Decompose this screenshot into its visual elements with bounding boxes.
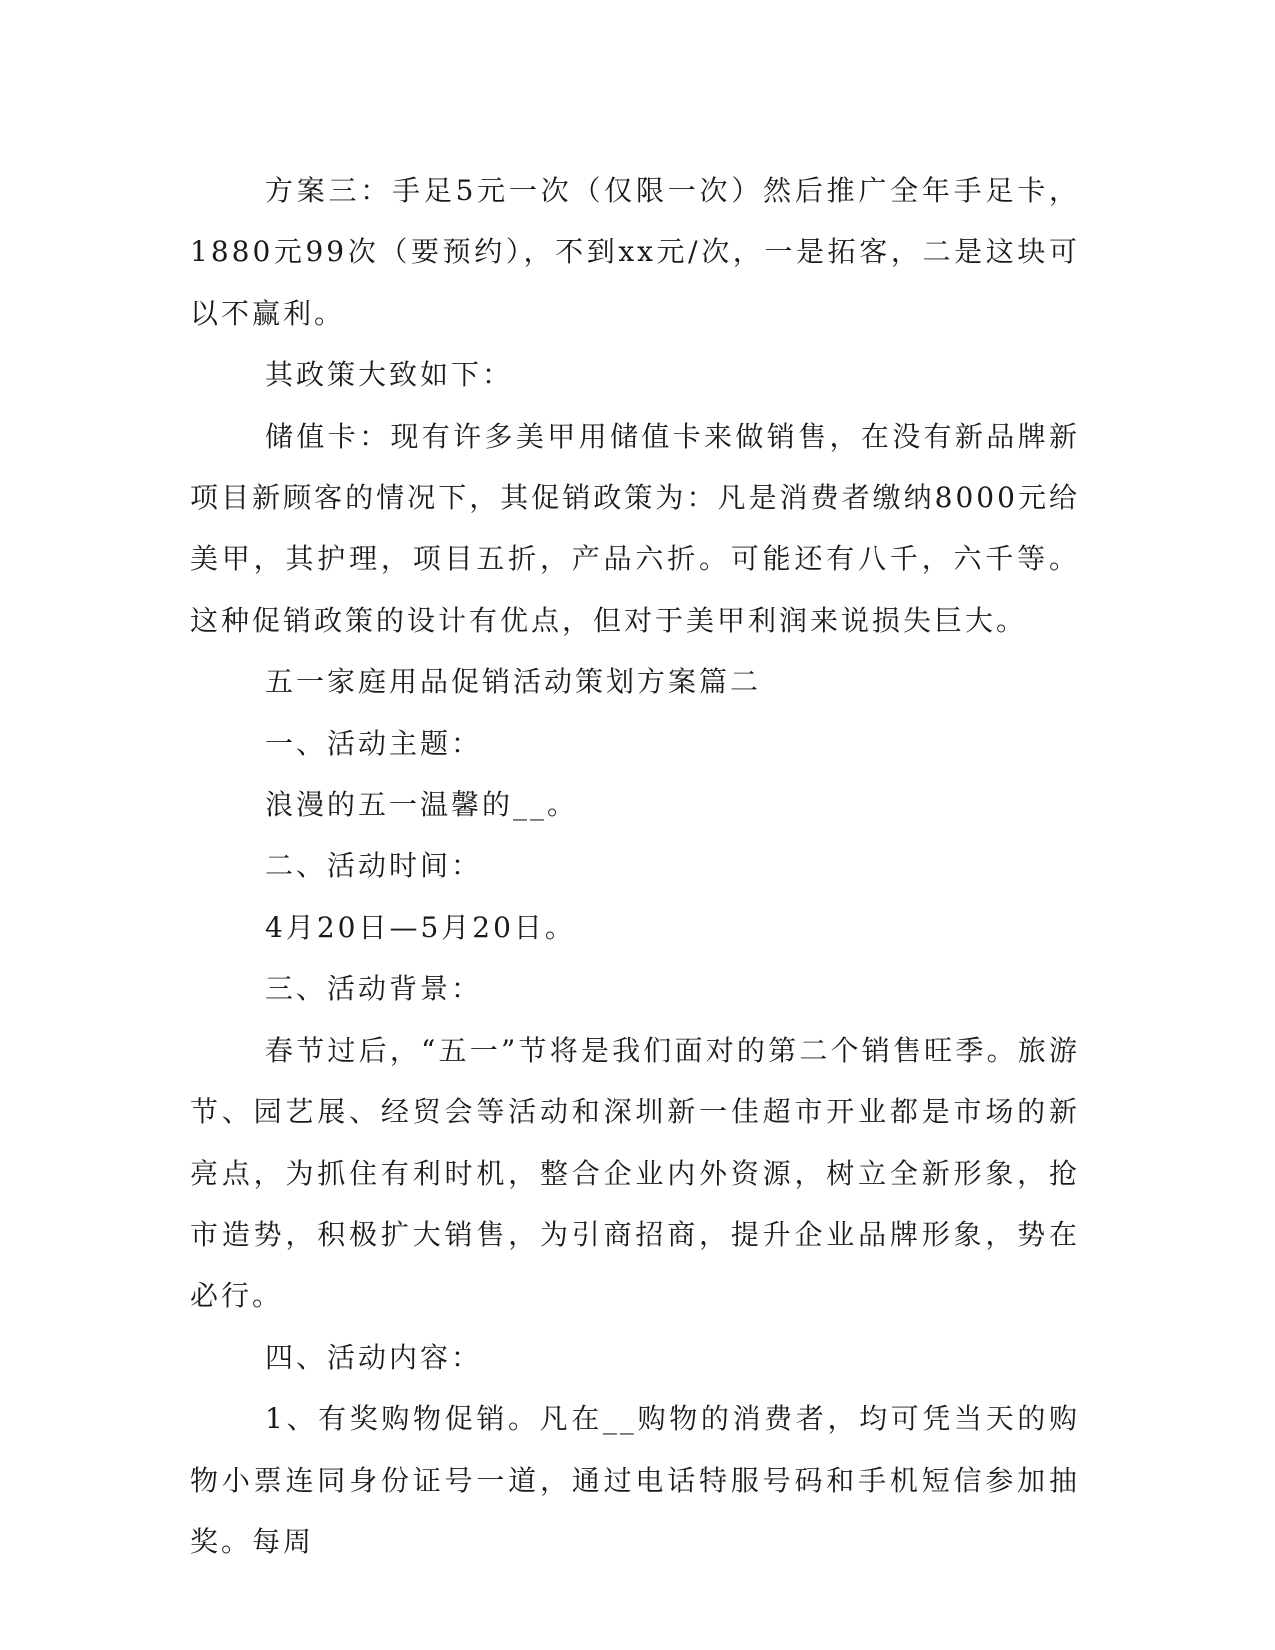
paragraph-stored-value-card: 储值卡：现有许多美甲用储值卡来做销售，在没有新品牌新项目新顾客的情况下，其促销政策为：凡是消费者缴纳8000元给美甲，其护理，项目五折，产品六折。可能还有八千，六千等。这种促销政策的设计有优点，但对于美甲利润来说损失巨大。 xyxy=(190,419,1080,637)
paragraph-prize-promotion: 1、有奖购物促销。凡在__购物的消费者，均可凭当天的购物小票连同身份证号一道，通过电话特服号码和手机短信参加抽奖。每周 xyxy=(190,1402,1080,1558)
paragraph-policy-intro: 其政策大致如下： xyxy=(265,358,514,392)
document-body xyxy=(190,160,1080,1572)
section-title-part-two: 五一家庭用品促销活动策划方案篇二 xyxy=(265,665,762,699)
paragraph-activity-theme: 浪漫的五一温馨的__。 xyxy=(265,788,579,822)
heading-activity-time: 二、活动时间： xyxy=(265,849,483,883)
heading-activity-background: 三、活动背景： xyxy=(265,972,483,1006)
paragraph-activity-background: 春节过后，“五一”节将是我们面对的第二个销售旺季。旅游节、园艺展、经贸会等活动和深圳新一佳超市开业都是市场的新亮点，为抓住有利时机，整合企业内外资源，树立全新形象，抢市造势，积极扩大销售，为引商招商，提升企业品牌形象，势在必行。 xyxy=(190,1033,1080,1313)
heading-activity-theme: 一、活动主题： xyxy=(265,726,483,760)
paragraph-activity-time: 4月20日—5月20日。 xyxy=(265,910,576,944)
heading-activity-content: 四、活动内容： xyxy=(265,1340,483,1374)
paragraph-plan-three: 方案三：手足5元一次（仅限一次）然后推广全年手足卡，1880元99次（要预约），不到xx元/次，一是拓客，二是这块可以不赢利。 xyxy=(190,174,1080,330)
